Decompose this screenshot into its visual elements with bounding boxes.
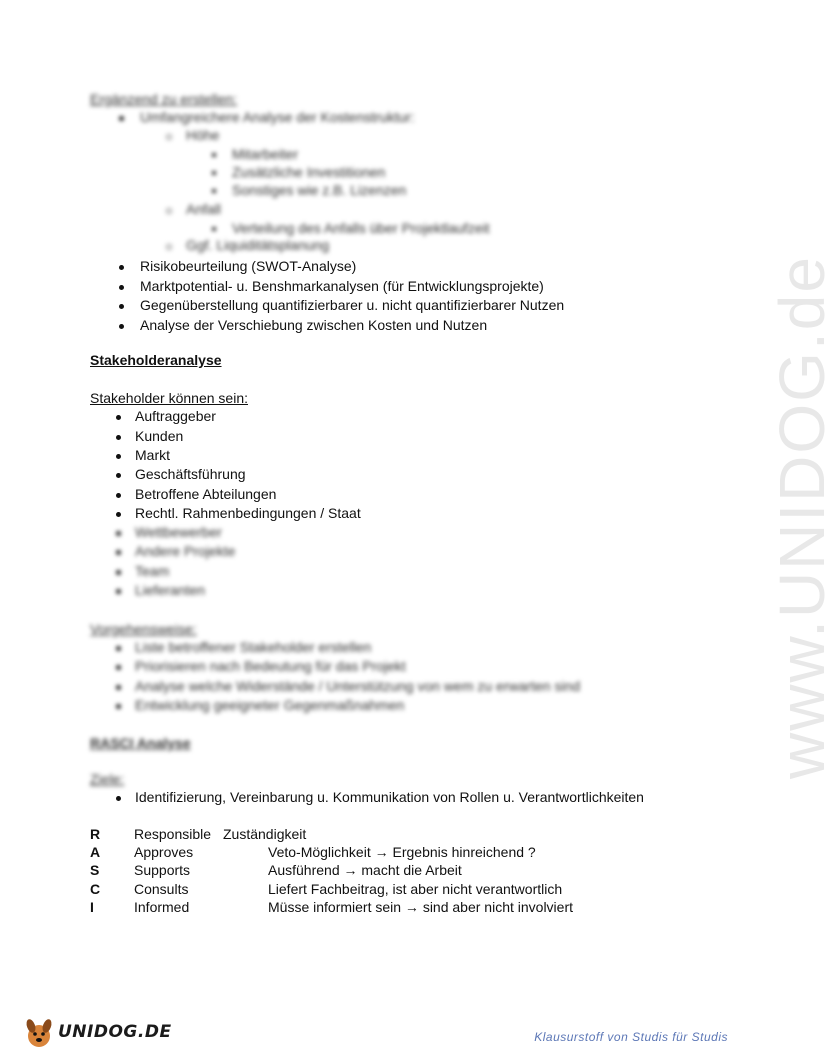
square-bullet-icon [212,153,216,157]
rasci-desc: Veto-Möglichkeit → Ergebnis hinreichend ? [268,844,536,860]
bullet-icon [116,665,121,670]
list-item: Entwicklung geeigneter Gegenmaßnahmen [135,697,405,713]
section-heading-vorgehensweise: Vorgehensweise: [90,621,197,637]
dog-icon [22,1014,56,1050]
bullet-icon [119,116,124,121]
list-item: Betroffene Abteilungen [135,486,277,502]
rasci-desc: Müsse informiert sein → sind aber nicht involviert [268,899,574,915]
list-item: Sonstiges wie z.B. Lizenzen [232,182,407,198]
bullet-icon [116,550,121,555]
unidog-logo [22,1012,172,1052]
bullet-icon [116,796,121,801]
rasci-desc: Liefert Fachbeitrag, ist aber nicht verantwortlich [268,881,563,897]
bullet-icon [119,304,124,309]
bullet-icon [116,454,121,459]
bullet-icon [119,324,124,329]
rasci-term: Approves [134,844,194,860]
list-item: Risikobeurteilung (SWOT-Analyse) [140,258,357,274]
bullet-icon [116,704,121,709]
list-item: Auftraggeber [135,408,216,424]
list-item: Identifizierung, Vereinbarung u. Kommunikation von Rollen u. Verantwortlichkeiten [135,789,644,805]
rasci-letter: C [90,881,101,897]
list-item: Höhe [186,127,220,143]
rasci-term: Consults [134,881,189,897]
bullet-icon [116,512,121,517]
list-item: Mitarbeiter [232,146,299,162]
bullet-icon [116,415,121,420]
rasci-term: Supports [134,862,191,878]
bullet-icon [116,473,121,478]
bullet-icon [119,285,124,290]
watermark: www.UNIDOG.de [765,255,838,779]
bullet-icon [119,265,124,270]
list-item: Team [135,563,170,579]
ziele-label: Ziele: [90,771,125,787]
section-title-stakeholder: Stakeholderanalyse [90,352,222,368]
list-item: Markt [135,447,170,463]
list-item: Kunden [135,428,184,444]
square-bullet-icon [212,189,216,193]
list-item: Verteilung des Anfalls über Projektlaufzeit [232,220,490,236]
subheading-stakeholder: Stakeholder können sein: [90,390,248,406]
bullet-icon [116,685,121,690]
list-item: Andere Projekte [135,543,236,559]
circle-bullet-icon [166,208,172,214]
rasci-letter: I [90,899,94,915]
rasci-letter: R [90,826,101,842]
list-item: Gegenüberstellung quantifizierbarer u. nicht quantifizierbarer Nutzen [140,297,565,313]
square-bullet-icon [212,227,216,231]
list-item: Priorisieren nach Bedeutung für das Projekt [135,658,406,674]
list-item: Marktpotential- u. Benshmarkanalysen (für Entwicklungsprojekte) [140,278,544,294]
rasci-desc: Ausführend → macht die Arbeit [268,862,462,878]
list-item: Zusätzliche Investitionen [232,164,386,180]
circle-bullet-icon [166,244,172,250]
bullet-icon [116,531,121,536]
list-item: Ggf. Liquiditätsplanung [186,237,330,253]
rasci-term: Responsible [134,826,212,842]
list-item: Lieferanten [135,582,206,598]
list-item: Analyse welche Widerstände / Unterstützung von wem zu erwarten sind [135,678,581,694]
bullet-icon [116,493,121,498]
section-heading-ergaenzend: Ergänzend zu erstellen: [90,91,238,107]
bullet-icon [116,589,121,594]
circle-bullet-icon [166,134,172,140]
list-item: Wettbewerber [135,524,222,540]
list-item: Anfall [186,201,222,217]
rasci-desc: Zuständigkeit [223,826,307,842]
section-title-rasci: RASCI Analyse [90,735,191,751]
list-item: Liste betroffener Stakeholder erstellen [135,639,372,655]
bullet-icon [116,646,121,651]
rasci-letter: S [90,862,100,878]
bullet-icon [116,435,121,440]
square-bullet-icon [212,171,216,175]
list-item: Umfangreichere Analyse der Kostenstruktur: [140,109,415,125]
list-item: Rechtl. Rahmenbedingungen / Staat [135,505,361,521]
footer-tagline: Klausurstoff von Studis für Studis [534,1030,728,1044]
bullet-icon [116,570,121,575]
list-item: Analyse der Verschiebung zwischen Kosten und Nutzen [140,317,488,333]
list-item: Geschäftsführung [135,466,246,482]
rasci-letter: A [90,844,101,860]
rasci-term: Informed [134,899,190,915]
logo-text: UNIDOG.DE [58,1022,172,1042]
